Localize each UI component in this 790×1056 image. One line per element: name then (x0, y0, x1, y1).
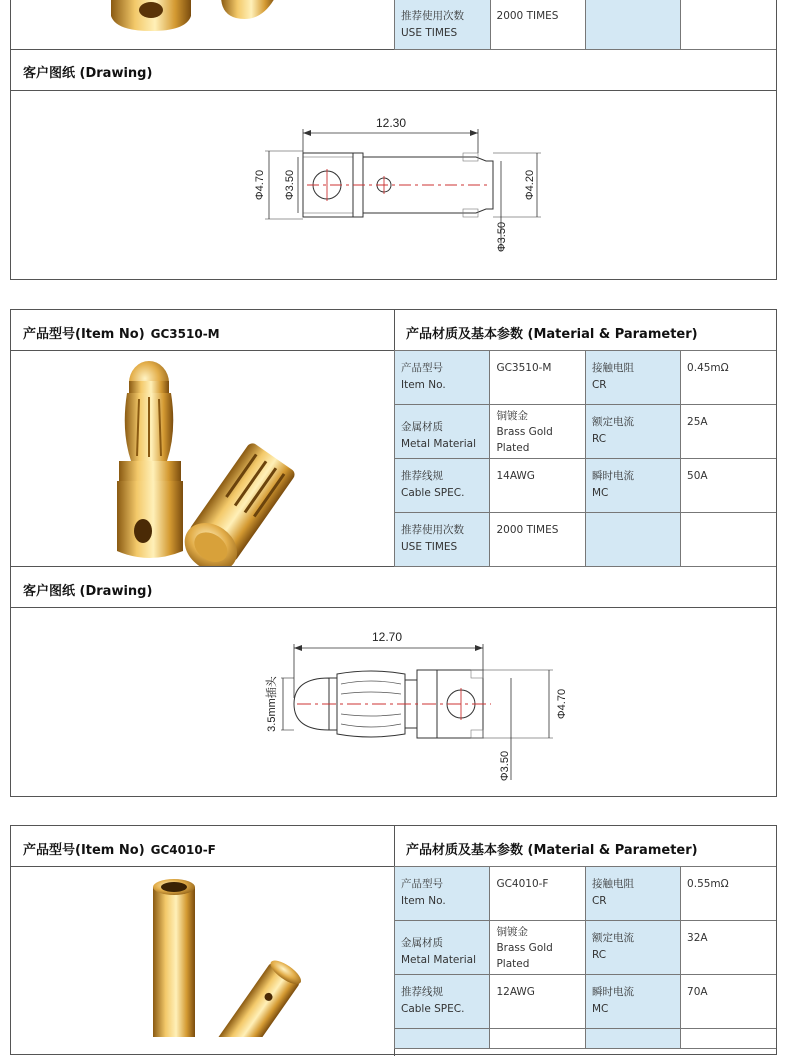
cell-value: 32A (681, 921, 776, 975)
item-number-header (23, 323, 220, 342)
drawing-title: 客户图纸 (Drawing) (23, 584, 153, 599)
spec-table (394, 866, 776, 1049)
cell-label-cn: 接触电阻 (591, 362, 634, 374)
dimension-bottom-dia: Φ3.50 (499, 750, 511, 782)
item-number-code: GC4010-F (150, 843, 216, 857)
cell-value: 2000 TIMES (490, 0, 586, 50)
cell-label-en: CR (591, 895, 607, 907)
cell-label-en: Metal Material (401, 954, 476, 966)
cell-label-en: CR (591, 379, 607, 391)
cell-value: 25A (681, 405, 776, 459)
cell-value: 0.55mΩ (681, 867, 776, 921)
cell-empty (681, 1029, 776, 1049)
cell-empty (586, 0, 681, 50)
param-header: 产品材质及基本参数 (Material & Parameter) (406, 327, 698, 342)
cell-empty (490, 1029, 586, 1049)
cell-label-cn: 瞬时电流 (591, 986, 634, 998)
cell-label-cn: 金属材质 (401, 937, 443, 949)
cell-label-cn: 产品型号 (401, 362, 443, 374)
table-row (395, 921, 777, 975)
product-photo (111, 0, 411, 48)
table-row (395, 975, 777, 1029)
cell-label-en: Metal Material (401, 438, 476, 450)
cell-empty (681, 0, 776, 50)
cell-label-cn: 额定电流 (591, 932, 634, 944)
cell-empty (395, 1029, 490, 1049)
cell-label-cn: 接触电阻 (591, 878, 634, 890)
technical-drawing (11, 608, 771, 798)
cell-empty (681, 513, 776, 567)
cell-label-en: Cable SPEC. (401, 487, 465, 499)
item-number-header (23, 839, 216, 858)
dimension-outer-dia: Φ4.70 (254, 169, 266, 201)
cell-value: 0.45mΩ (681, 351, 776, 405)
table-row (395, 513, 777, 567)
section-gc-top (10, 0, 777, 280)
section-gc3510-m (10, 309, 777, 797)
cell-value: 铜镀金 Brass Gold Plated (490, 405, 586, 459)
table-row (395, 0, 777, 50)
cell-value: 70A (681, 975, 776, 1029)
cell-label-cn: 推荐使用次数 (401, 524, 464, 536)
cell-label-cn: 推荐线规 (401, 470, 443, 482)
cell-label-en: MC (591, 1003, 609, 1015)
product-photo (91, 351, 391, 566)
table-row (395, 1029, 777, 1049)
cell-label-en: Item No. (401, 379, 446, 391)
table-row (395, 459, 777, 513)
technical-drawing (11, 91, 771, 281)
cell-value: 2000 TIMES (490, 513, 586, 567)
cell-value: 铜镀金 Brass Gold Plated (490, 921, 586, 975)
cell-label-cn: 金属材质 (401, 421, 443, 433)
cell-label-en: RC (591, 949, 607, 961)
cell-value: GC4010-F (490, 867, 586, 921)
cell-empty (585, 513, 680, 567)
dimension-length: 12.30 (375, 116, 407, 130)
item-number-label: 产品型号(Item No) (23, 327, 145, 342)
product-photo (111, 867, 411, 1037)
cell-label-cn: 推荐使用次数 (401, 10, 464, 22)
dimension-length: 12.70 (371, 630, 403, 644)
dimension-side-label: 3.5mm插头 (266, 676, 278, 732)
cell-label-cn: 额定电流 (591, 416, 634, 428)
spec-table (394, 350, 776, 567)
cell-label-cn: 产品型号 (401, 878, 443, 890)
cell-label-en: RC (591, 433, 607, 445)
cell-value: 14AWG (490, 459, 586, 513)
cell-label-en: USE TIMES (401, 27, 458, 39)
param-header: 产品材质及基本参数 (Material & Parameter) (406, 843, 698, 858)
cell-label-en: MC (591, 487, 609, 499)
table-row (395, 867, 777, 921)
item-number-code: GC3510-M (150, 327, 220, 341)
spec-table (394, 0, 776, 50)
cell-empty (585, 1029, 680, 1049)
dimension-bottom-dia: Φ3.50 (496, 221, 508, 253)
cell-label-en: Item No. (401, 895, 446, 907)
cell-label-en: USE TIMES (401, 541, 458, 553)
table-row (395, 405, 777, 459)
cell-value: GC3510-M (490, 351, 586, 405)
dimension-outer-dia: Φ4.70 (556, 688, 568, 720)
dimension-right-dia: Φ4.20 (524, 169, 536, 201)
cell-label-cn: 推荐线规 (401, 986, 443, 998)
cell-value: 12AWG (490, 975, 586, 1029)
drawing-title: 客户图纸 (Drawing) (23, 66, 153, 81)
dimension-inner-dia: Φ3.50 (284, 169, 296, 201)
cell-label-en: Cable SPEC. (401, 1003, 465, 1015)
cell-label-cn: 瞬时电流 (591, 470, 634, 482)
table-row (395, 351, 777, 405)
item-number-label: 产品型号(Item No) (23, 843, 145, 858)
section-gc4010-f (10, 825, 777, 1055)
cell-value: 50A (681, 459, 776, 513)
